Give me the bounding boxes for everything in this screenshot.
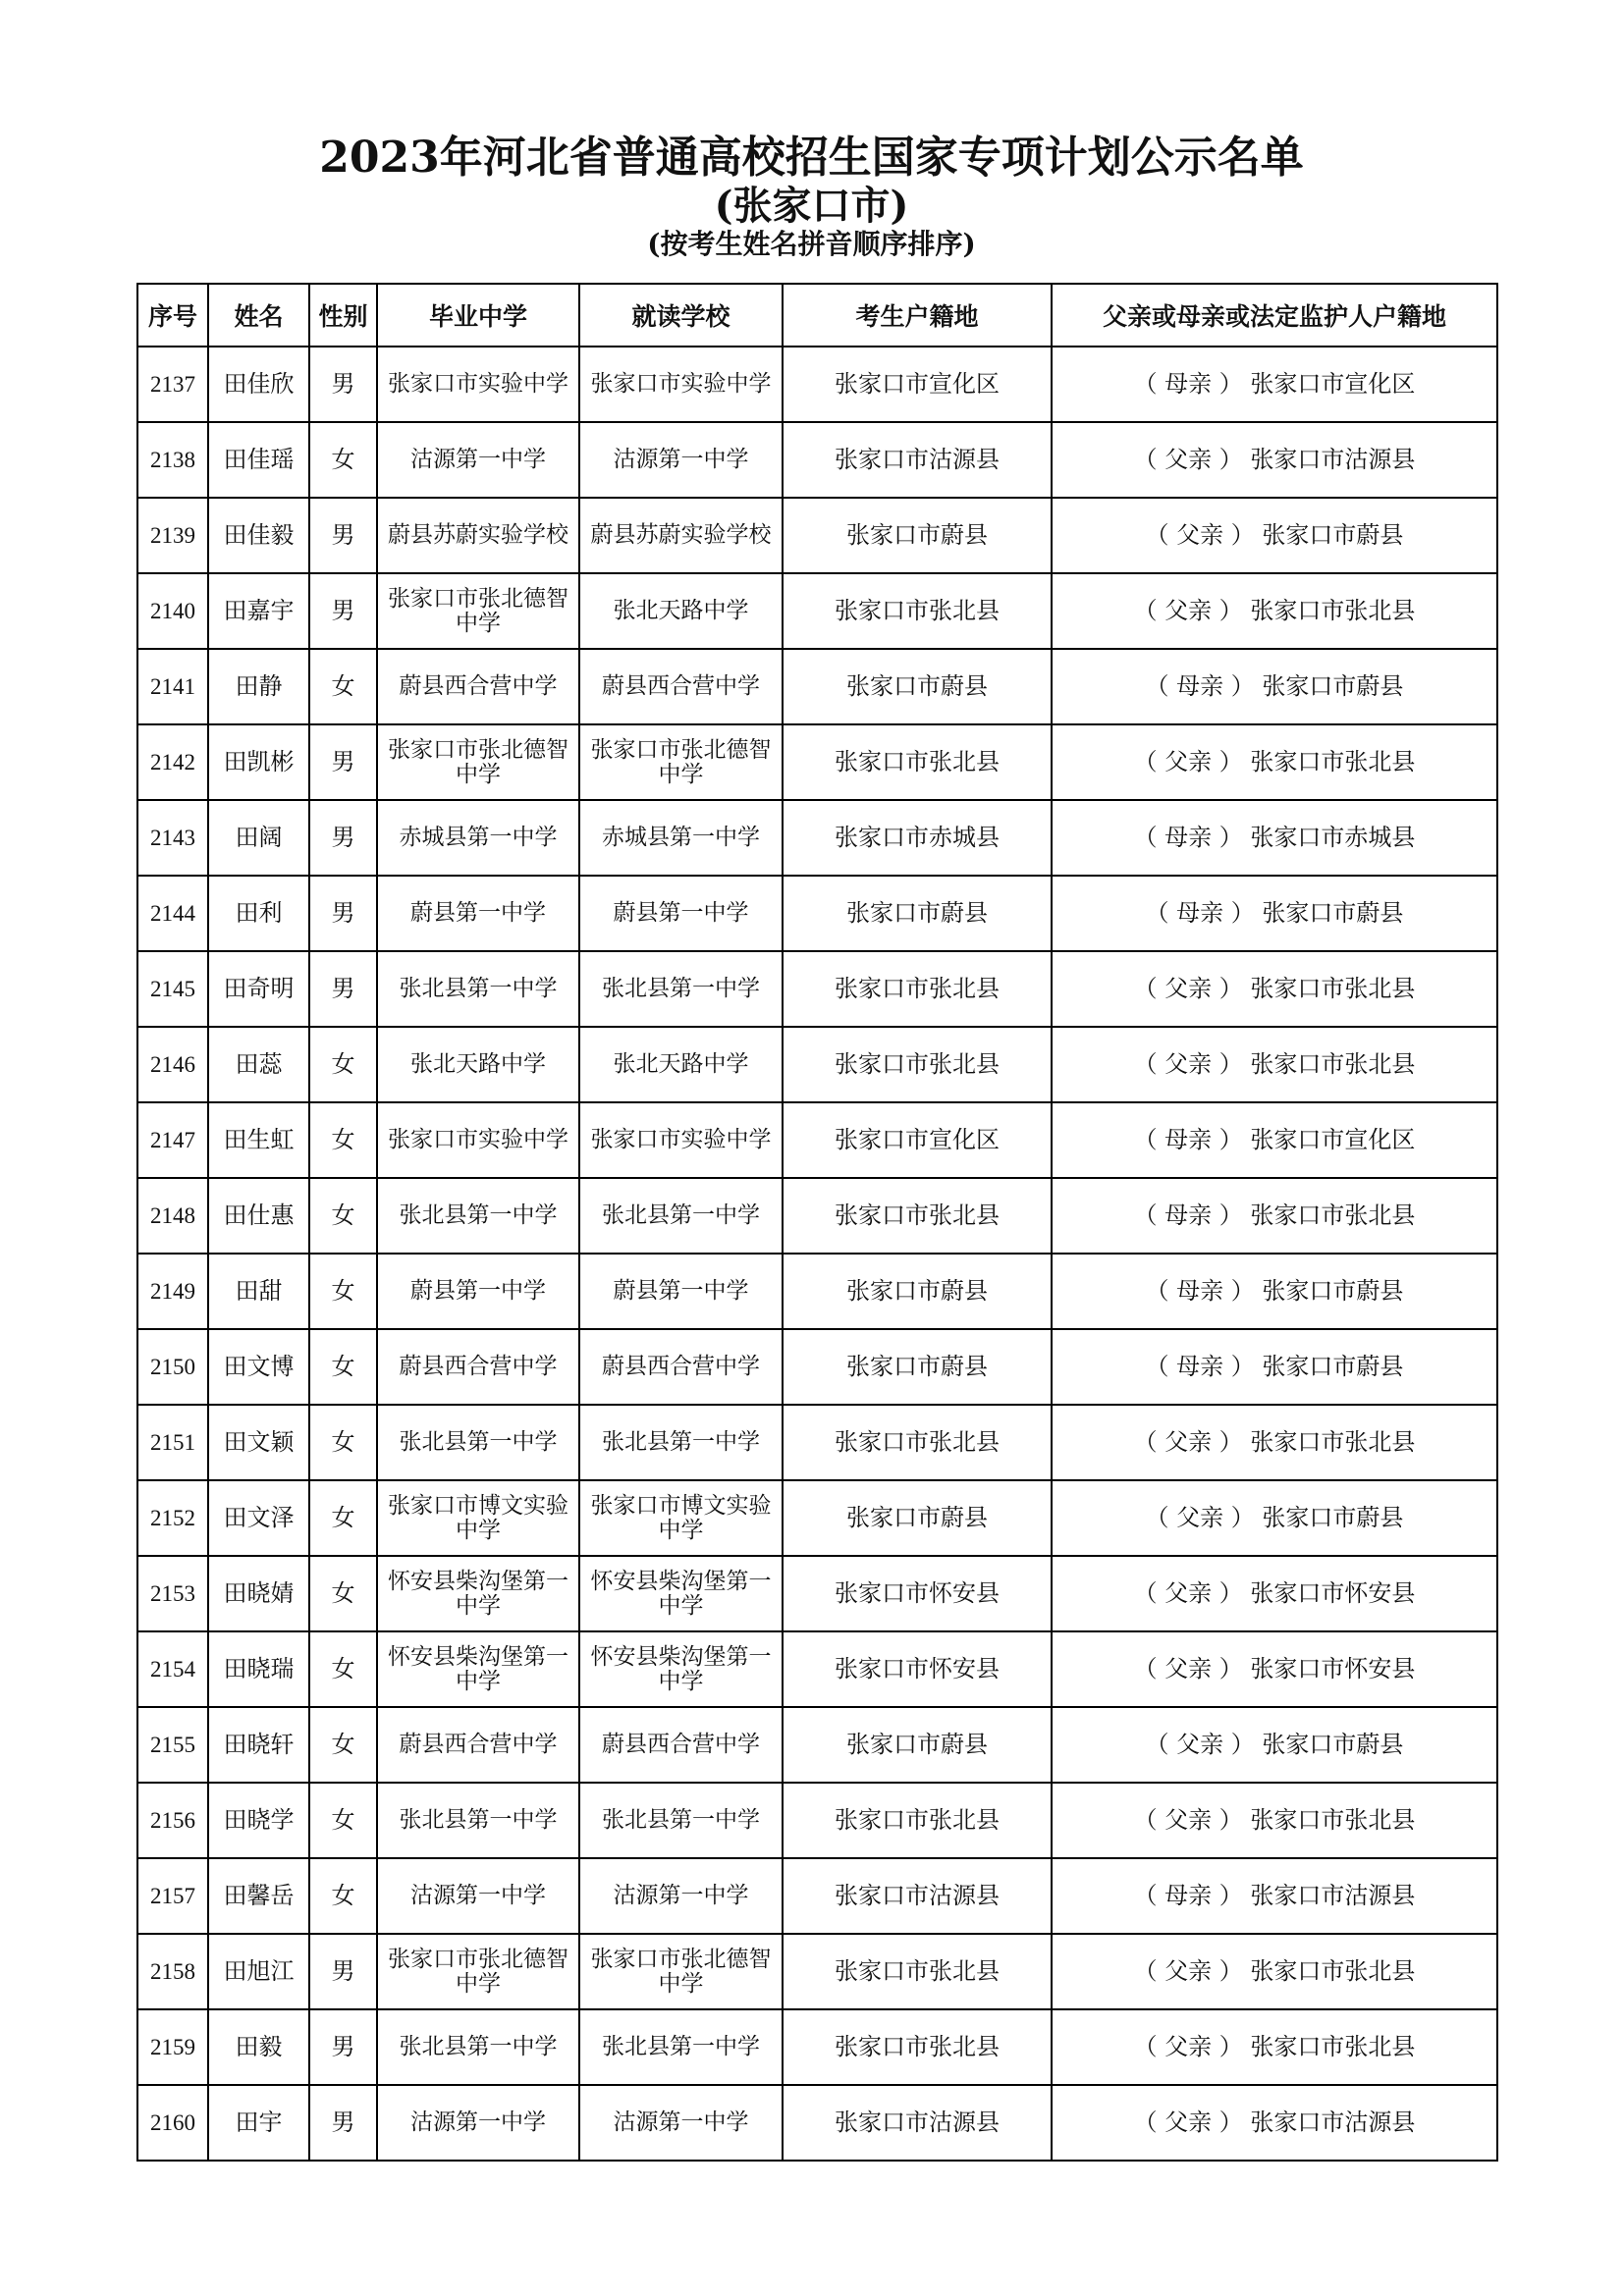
cell-name: 田毅 (208, 2009, 309, 2085)
cell-current-school: 张家口市博文实验中学 (579, 1480, 783, 1556)
cell-gender: 男 (309, 2009, 377, 2085)
cell-gender: 女 (309, 1707, 377, 1783)
cell-gender: 女 (309, 1480, 377, 1556)
cell-current-school: 赤城县第一中学 (579, 800, 783, 876)
cell-grad-school: 蔚县苏蔚实验学校 (377, 498, 579, 573)
cell-guardian-domicile: （ 父亲 ） 张家口市张北县 (1052, 573, 1497, 649)
cell-guardian-domicile: （ 母亲 ） 张家口市宣化区 (1052, 347, 1497, 422)
table-row (137, 876, 1497, 951)
cell-name: 田奇明 (208, 951, 309, 1027)
cell-domicile: 张家口市沽源县 (783, 1858, 1052, 1934)
cell-gender: 女 (309, 1405, 377, 1480)
cell-gender: 女 (309, 1783, 377, 1858)
cell-name: 田文颖 (208, 1405, 309, 1480)
cell-seq: 2154 (137, 1631, 208, 1707)
cell-grad-school: 张家口市张北德智中学 (377, 1934, 579, 2009)
cell-domicile: 张家口市赤城县 (783, 800, 1052, 876)
cell-gender: 男 (309, 347, 377, 422)
cell-current-school: 张家口市张北德智中学 (579, 1934, 783, 2009)
cell-current-school: 蔚县苏蔚实验学校 (579, 498, 783, 573)
cell-gender: 男 (309, 800, 377, 876)
cell-guardian-domicile: （ 母亲 ） 张家口市蔚县 (1052, 1254, 1497, 1329)
cell-current-school: 蔚县第一中学 (579, 1254, 783, 1329)
cell-seq: 2137 (137, 347, 208, 422)
cell-name: 田晓学 (208, 1783, 309, 1858)
cell-current-school: 沽源第一中学 (579, 2085, 783, 2161)
cell-guardian-domicile: （ 父亲 ） 张家口市张北县 (1052, 1027, 1497, 1102)
cell-guardian-domicile: （ 父亲 ） 张家口市沽源县 (1052, 2085, 1497, 2161)
cell-guardian-domicile: （ 母亲 ） 张家口市张北县 (1052, 1178, 1497, 1254)
cell-grad-school: 蔚县西合营中学 (377, 1707, 579, 1783)
cell-current-school: 张家口市实验中学 (579, 347, 783, 422)
cell-current-school: 蔚县西合营中学 (579, 1329, 783, 1405)
cell-current-school: 张家口市实验中学 (579, 1102, 783, 1178)
cell-seq: 2145 (137, 951, 208, 1027)
cell-domicile: 张家口市蔚县 (783, 1480, 1052, 1556)
cell-current-school: 蔚县西合营中学 (579, 1707, 783, 1783)
table-row (137, 649, 1497, 724)
table-row (137, 1858, 1497, 1934)
cell-guardian-domicile: （ 母亲 ） 张家口市蔚县 (1052, 649, 1497, 724)
cell-seq: 2141 (137, 649, 208, 724)
table-header-row (137, 284, 1497, 347)
cell-seq: 2147 (137, 1102, 208, 1178)
cell-gender: 女 (309, 422, 377, 498)
cell-guardian-domicile: （ 父亲 ） 张家口市张北县 (1052, 1405, 1497, 1480)
column-header-gender: 性别 (309, 284, 377, 347)
cell-guardian-domicile: （ 父亲 ） 张家口市张北县 (1052, 724, 1497, 800)
cell-grad-school: 张家口市张北德智中学 (377, 724, 579, 800)
cell-name: 田仕惠 (208, 1178, 309, 1254)
cell-gender: 女 (309, 1631, 377, 1707)
cell-guardian-domicile: （ 母亲 ） 张家口市沽源县 (1052, 1858, 1497, 1934)
cell-name: 田晓轩 (208, 1707, 309, 1783)
cell-seq: 2140 (137, 573, 208, 649)
cell-domicile: 张家口市蔚县 (783, 649, 1052, 724)
table-row (137, 1934, 1497, 2009)
cell-name: 田静 (208, 649, 309, 724)
roster-table (136, 283, 1498, 2162)
cell-current-school: 沽源第一中学 (579, 1858, 783, 1934)
cell-seq: 2144 (137, 876, 208, 951)
cell-current-school: 张家口市张北德智中学 (579, 724, 783, 800)
cell-domicile: 张家口市张北县 (783, 1934, 1052, 2009)
table-row (137, 2085, 1497, 2161)
cell-seq: 2152 (137, 1480, 208, 1556)
cell-guardian-domicile: （ 母亲 ） 张家口市赤城县 (1052, 800, 1497, 876)
table-row (137, 1631, 1497, 1707)
cell-name: 田佳毅 (208, 498, 309, 573)
cell-current-school: 蔚县西合营中学 (579, 649, 783, 724)
table-row (137, 951, 1497, 1027)
cell-seq: 2148 (137, 1178, 208, 1254)
cell-domicile: 张家口市蔚县 (783, 1707, 1052, 1783)
cell-seq: 2160 (137, 2085, 208, 2161)
cell-seq: 2139 (137, 498, 208, 573)
cell-domicile: 张家口市张北县 (783, 1783, 1052, 1858)
cell-grad-school: 张北县第一中学 (377, 2009, 579, 2085)
cell-grad-school: 张北县第一中学 (377, 1783, 579, 1858)
cell-grad-school: 蔚县西合营中学 (377, 1329, 579, 1405)
cell-domicile: 张家口市沽源县 (783, 2085, 1052, 2161)
cell-seq: 2156 (137, 1783, 208, 1858)
cell-gender: 女 (309, 1556, 377, 1631)
cell-name: 田甜 (208, 1254, 309, 1329)
cell-name: 田文泽 (208, 1480, 309, 1556)
cell-gender: 男 (309, 876, 377, 951)
cell-grad-school: 蔚县第一中学 (377, 876, 579, 951)
cell-guardian-domicile: （ 父亲 ） 张家口市张北县 (1052, 1934, 1497, 2009)
cell-domicile: 张家口市蔚县 (783, 498, 1052, 573)
table-row (137, 1102, 1497, 1178)
cell-name: 田凯彬 (208, 724, 309, 800)
cell-current-school: 张北县第一中学 (579, 2009, 783, 2085)
cell-gender: 女 (309, 1178, 377, 1254)
cell-seq: 2155 (137, 1707, 208, 1783)
table-row (137, 1480, 1497, 1556)
table-row (137, 1783, 1497, 1858)
cell-grad-school: 张家口市实验中学 (377, 1102, 579, 1178)
cell-gender: 女 (309, 1858, 377, 1934)
cell-current-school: 张北县第一中学 (579, 1405, 783, 1480)
table-row (137, 1027, 1497, 1102)
cell-grad-school: 张北天路中学 (377, 1027, 579, 1102)
cell-grad-school: 张北县第一中学 (377, 1405, 579, 1480)
cell-guardian-domicile: （ 母亲 ） 张家口市宣化区 (1052, 1102, 1497, 1178)
table-row (137, 498, 1497, 573)
cell-guardian-domicile: （ 父亲 ） 张家口市怀安县 (1052, 1631, 1497, 1707)
cell-seq: 2138 (137, 422, 208, 498)
table-row (137, 1178, 1497, 1254)
cell-domicile: 张家口市张北县 (783, 724, 1052, 800)
cell-guardian-domicile: （ 父亲 ） 张家口市蔚县 (1052, 1707, 1497, 1783)
cell-grad-school: 张北县第一中学 (377, 1178, 579, 1254)
cell-name: 田晓婧 (208, 1556, 309, 1631)
cell-name: 田晓瑞 (208, 1631, 309, 1707)
cell-guardian-domicile: （ 母亲 ） 张家口市蔚县 (1052, 876, 1497, 951)
column-header-name: 姓名 (208, 284, 309, 347)
cell-guardian-domicile: （ 父亲 ） 张家口市张北县 (1052, 1783, 1497, 1858)
cell-seq: 2157 (137, 1858, 208, 1934)
cell-seq: 2153 (137, 1556, 208, 1631)
cell-domicile: 张家口市沽源县 (783, 422, 1052, 498)
column-header-seq: 序号 (137, 284, 208, 347)
cell-gender: 女 (309, 1027, 377, 1102)
cell-name: 田生虹 (208, 1102, 309, 1178)
cell-guardian-domicile: （ 父亲 ） 张家口市蔚县 (1052, 498, 1497, 573)
cell-guardian-domicile: （ 父亲 ） 张家口市张北县 (1052, 951, 1497, 1027)
table-row (137, 1254, 1497, 1329)
cell-current-school: 怀安县柴沟堡第一中学 (579, 1556, 783, 1631)
cell-grad-school: 蔚县第一中学 (377, 1254, 579, 1329)
cell-current-school: 蔚县第一中学 (579, 876, 783, 951)
cell-domicile: 张家口市张北县 (783, 573, 1052, 649)
cell-gender: 男 (309, 724, 377, 800)
cell-gender: 女 (309, 1329, 377, 1405)
cell-name: 田蕊 (208, 1027, 309, 1102)
cell-current-school: 张北县第一中学 (579, 1178, 783, 1254)
cell-domicile: 张家口市张北县 (783, 1027, 1052, 1102)
cell-guardian-domicile: （ 母亲 ） 张家口市蔚县 (1052, 1329, 1497, 1405)
cell-name: 田佳欣 (208, 347, 309, 422)
cell-name: 田嘉宇 (208, 573, 309, 649)
table-row (137, 1329, 1497, 1405)
table-row (137, 800, 1497, 876)
cell-grad-school: 张家口市博文实验中学 (377, 1480, 579, 1556)
cell-current-school: 沽源第一中学 (579, 422, 783, 498)
cell-guardian-domicile: （ 父亲 ） 张家口市张北县 (1052, 2009, 1497, 2085)
table-row (137, 2009, 1497, 2085)
cell-gender: 男 (309, 573, 377, 649)
cell-guardian-domicile: （ 父亲 ） 张家口市怀安县 (1052, 1556, 1497, 1631)
cell-name: 田利 (208, 876, 309, 951)
cell-domicile: 张家口市张北县 (783, 1405, 1052, 1480)
cell-name: 田文博 (208, 1329, 309, 1405)
cell-name: 田旭江 (208, 1934, 309, 2009)
cell-gender: 女 (309, 1254, 377, 1329)
column-header-grad-school: 毕业中学 (377, 284, 579, 347)
table-row (137, 1405, 1497, 1480)
table-row (137, 347, 1497, 422)
cell-domicile: 张家口市怀安县 (783, 1556, 1052, 1631)
cell-domicile: 张家口市张北县 (783, 951, 1052, 1027)
cell-current-school: 张北县第一中学 (579, 951, 783, 1027)
cell-domicile: 张家口市蔚县 (783, 1254, 1052, 1329)
cell-grad-school: 怀安县柴沟堡第一中学 (377, 1556, 579, 1631)
cell-gender: 男 (309, 951, 377, 1027)
cell-current-school: 张北天路中学 (579, 1027, 783, 1102)
cell-domicile: 张家口市宣化区 (783, 347, 1052, 422)
cell-domicile: 张家口市张北县 (783, 1178, 1052, 1254)
cell-domicile: 张家口市蔚县 (783, 876, 1052, 951)
cell-gender: 女 (309, 649, 377, 724)
cell-gender: 男 (309, 498, 377, 573)
column-header-domicile: 考生户籍地 (783, 284, 1052, 347)
cell-current-school: 张北天路中学 (579, 573, 783, 649)
cell-domicile: 张家口市宣化区 (783, 1102, 1052, 1178)
table-row (137, 573, 1497, 649)
cell-domicile: 张家口市怀安县 (783, 1631, 1052, 1707)
cell-current-school: 怀安县柴沟堡第一中学 (579, 1631, 783, 1707)
table-row (137, 1707, 1497, 1783)
cell-seq: 2142 (137, 724, 208, 800)
table-row (137, 724, 1497, 800)
page-title: 2023年河北省普通高校招生国家专项计划公示名单 (319, 133, 1304, 183)
cell-guardian-domicile: （ 父亲 ） 张家口市沽源县 (1052, 422, 1497, 498)
column-header-guardian-domicile: 父亲或母亲或法定监护人户籍地 (1052, 284, 1497, 347)
cell-gender: 女 (309, 1102, 377, 1178)
cell-grad-school: 张北县第一中学 (377, 951, 579, 1027)
cell-seq: 2159 (137, 2009, 208, 2085)
cell-name: 田馨岳 (208, 1858, 309, 1934)
cell-seq: 2151 (137, 1405, 208, 1480)
cell-grad-school: 沽源第一中学 (377, 2085, 579, 2161)
cell-domicile: 张家口市蔚县 (783, 1329, 1052, 1405)
cell-guardian-domicile: （ 父亲 ） 张家口市蔚县 (1052, 1480, 1497, 1556)
cell-name: 田宇 (208, 2085, 309, 2161)
cell-seq: 2146 (137, 1027, 208, 1102)
column-header-current-school: 就读学校 (579, 284, 783, 347)
cell-grad-school: 张家口市实验中学 (377, 347, 579, 422)
cell-grad-school: 沽源第一中学 (377, 422, 579, 498)
sort-note: (按考生姓名拼音顺序排序) (647, 228, 976, 260)
cell-current-school: 张北县第一中学 (579, 1783, 783, 1858)
table-row (137, 1556, 1497, 1631)
cell-gender: 男 (309, 2085, 377, 2161)
cell-grad-school: 怀安县柴沟堡第一中学 (377, 1631, 579, 1707)
cell-name: 田佳瑶 (208, 422, 309, 498)
cell-grad-school: 张家口市张北德智中学 (377, 573, 579, 649)
cell-grad-school: 蔚县西合营中学 (377, 649, 579, 724)
cell-grad-school: 赤城县第一中学 (377, 800, 579, 876)
table-row (137, 422, 1497, 498)
cell-seq: 2150 (137, 1329, 208, 1405)
cell-grad-school: 沽源第一中学 (377, 1858, 579, 1934)
cell-seq: 2158 (137, 1934, 208, 2009)
table-body (137, 347, 1497, 2161)
page-subtitle: (张家口市) (714, 183, 909, 229)
cell-seq: 2149 (137, 1254, 208, 1329)
cell-seq: 2143 (137, 800, 208, 876)
cell-gender: 男 (309, 1934, 377, 2009)
cell-name: 田阔 (208, 800, 309, 876)
cell-domicile: 张家口市张北县 (783, 2009, 1052, 2085)
